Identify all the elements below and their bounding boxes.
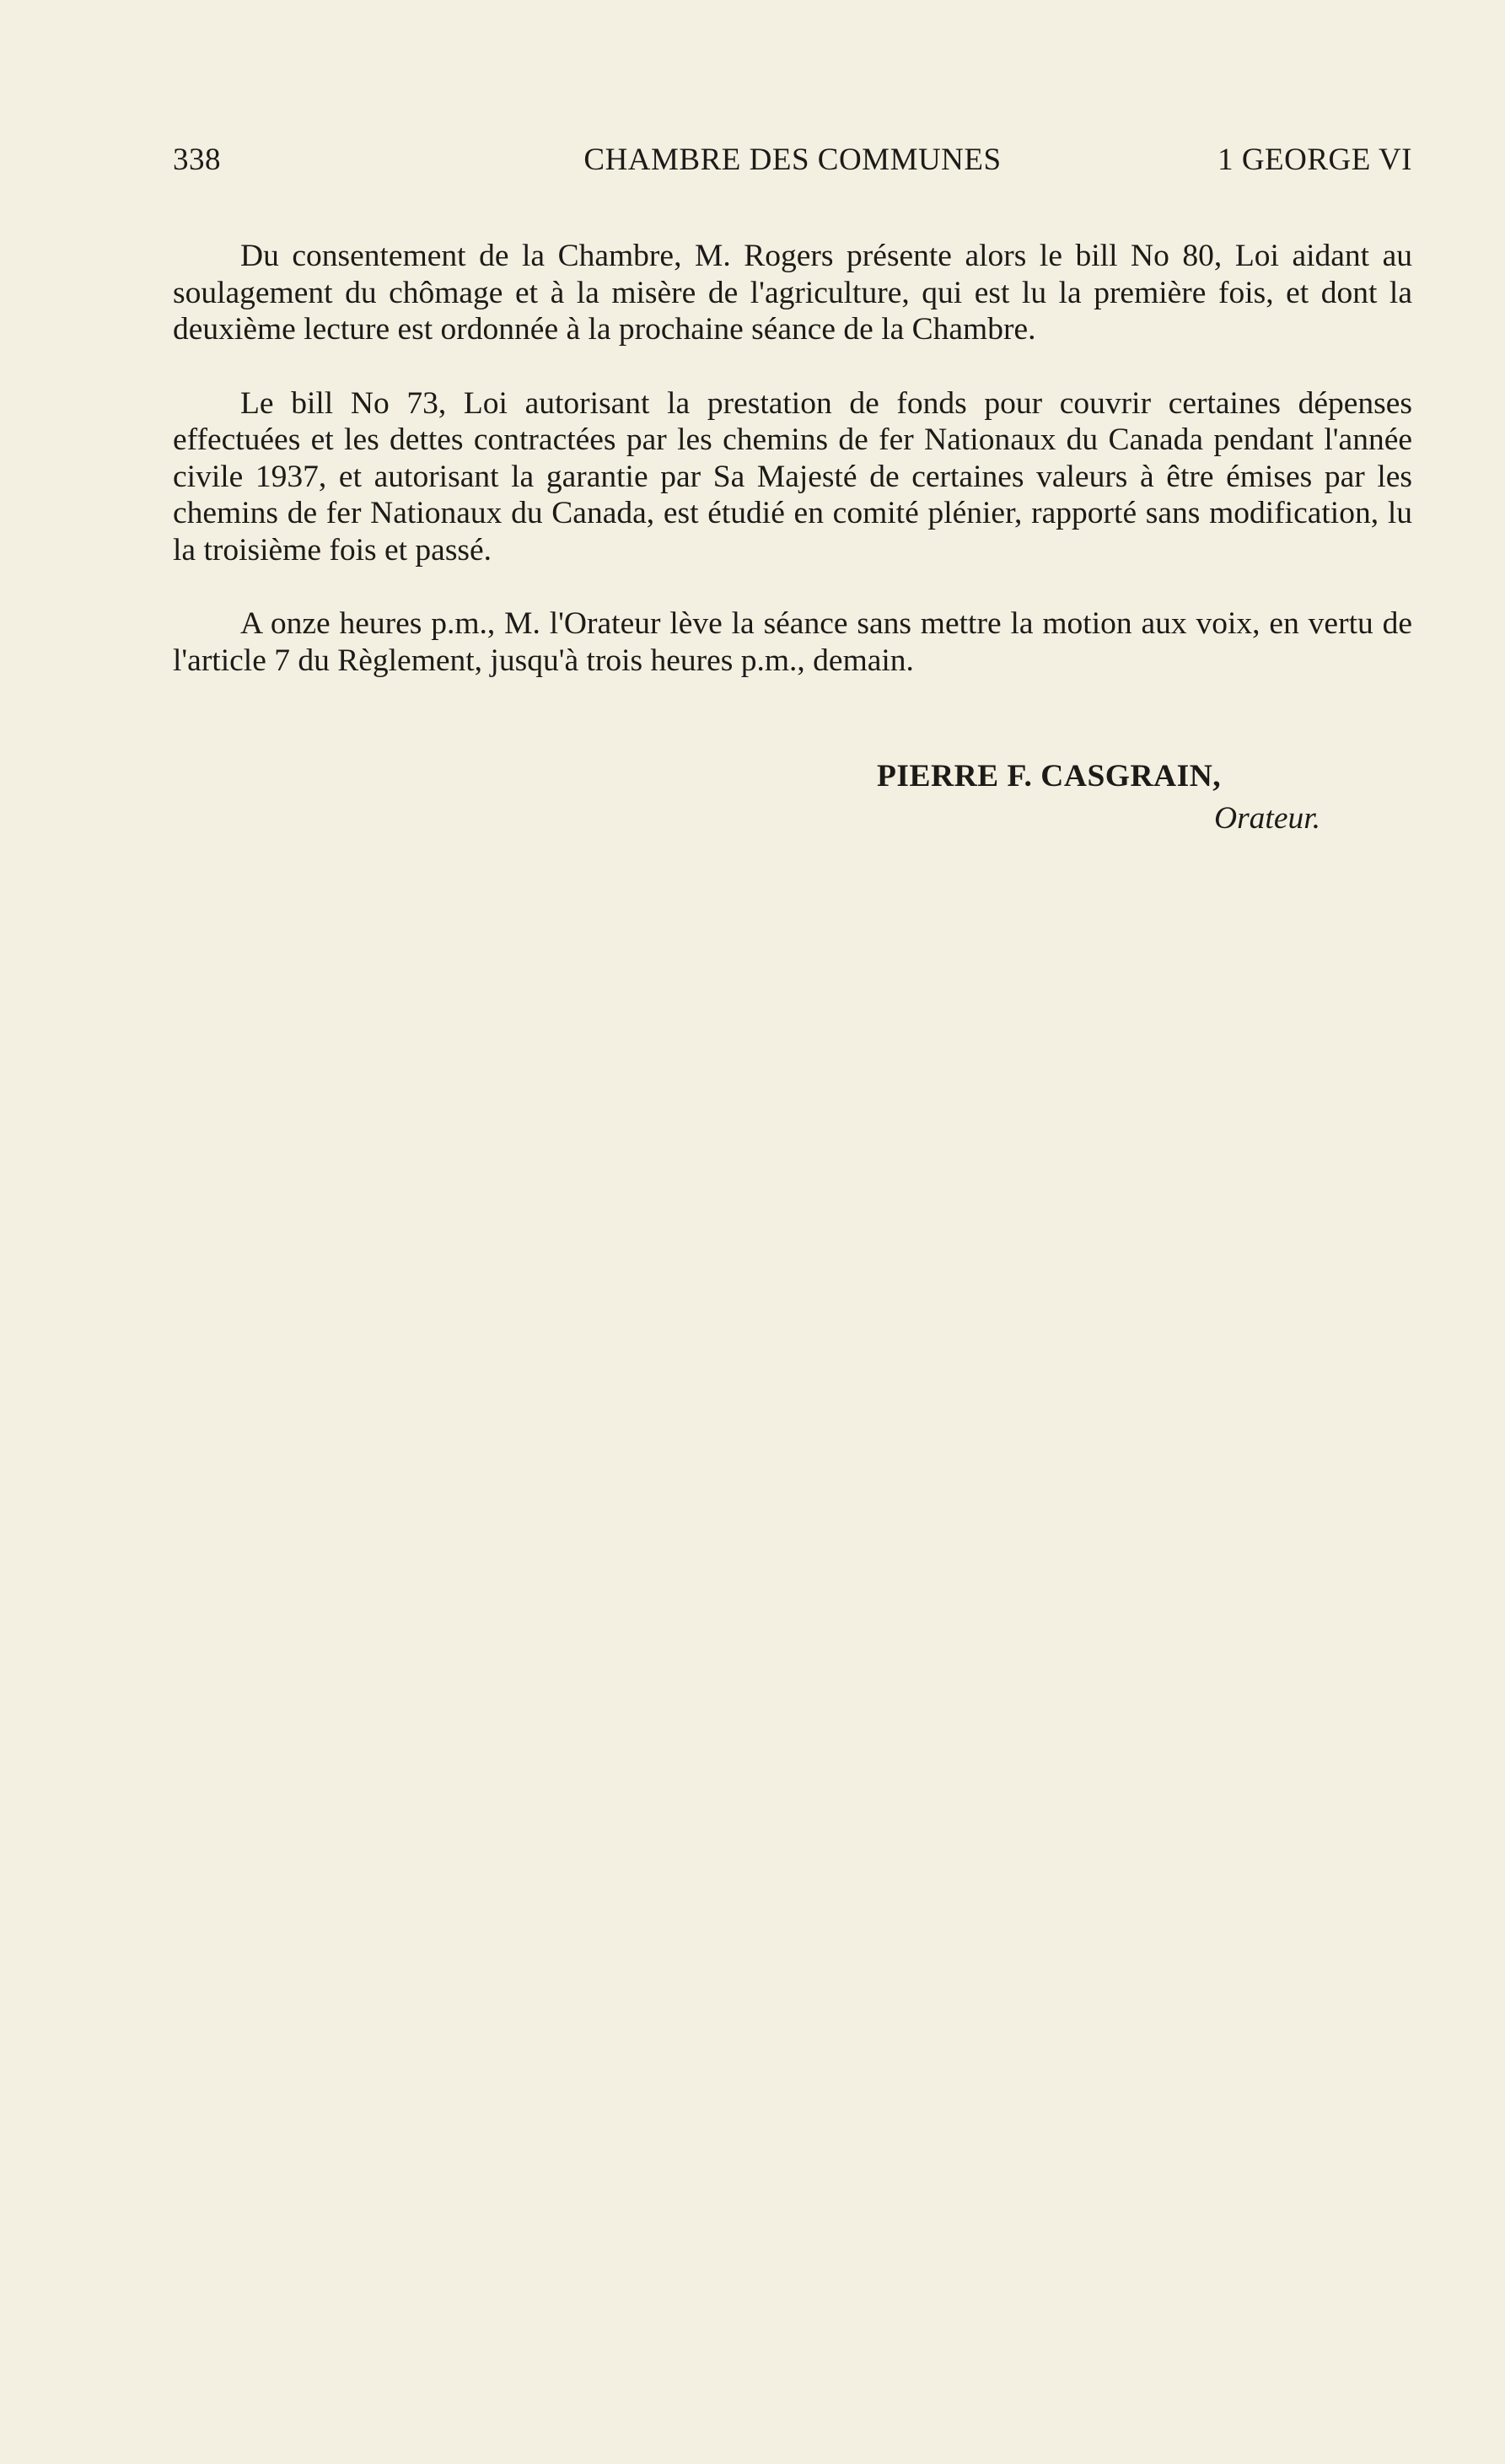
regnal-year: 1 GEORGE VI xyxy=(1217,143,1412,177)
paragraph-adjournment: A onze heures p.m., M. l'Orateur lève la séance sans mettre la motion aux voix, en vertu de l'article 7 du Règlement, jusqu'à trois heures p.m., demain. xyxy=(173,606,1412,678)
signature-block xyxy=(877,756,1349,840)
body-text xyxy=(173,238,1412,716)
signatory-name: PIERRE F. CASGRAIN, xyxy=(877,759,1222,794)
page-header xyxy=(173,142,1412,184)
running-title: CHAMBRE DES COMMUNES xyxy=(583,143,1002,177)
paragraph-bill-73: Le bill No 73, Loi autorisant la prestation de fonds pour couvrir certaines dépenses effectuées et les dettes contractées par les chemins de fer Nationaux du Canada pendant l'année civile 1937, et autorisant la garantie par Sa Majesté de certaines valeurs à être émises par les chemins de fer Nationaux du Canada, est étudié en comité plénier, rapporté sans modification, lu la troisième fois et passé. xyxy=(173,385,1412,568)
page-number: 338 xyxy=(173,143,221,177)
signatory-title: Orateur. xyxy=(1214,801,1321,836)
paragraph-bill-80: Du consentement de la Chambre, M. Rogers présente alors le bill No 80, Loi aidant au soulagement du chômage et à la misère de l'agriculture, qui est lu la première fois, et dont la deuxième lecture est ordonnée à la prochaine séance de la Chambre. xyxy=(173,239,1412,347)
